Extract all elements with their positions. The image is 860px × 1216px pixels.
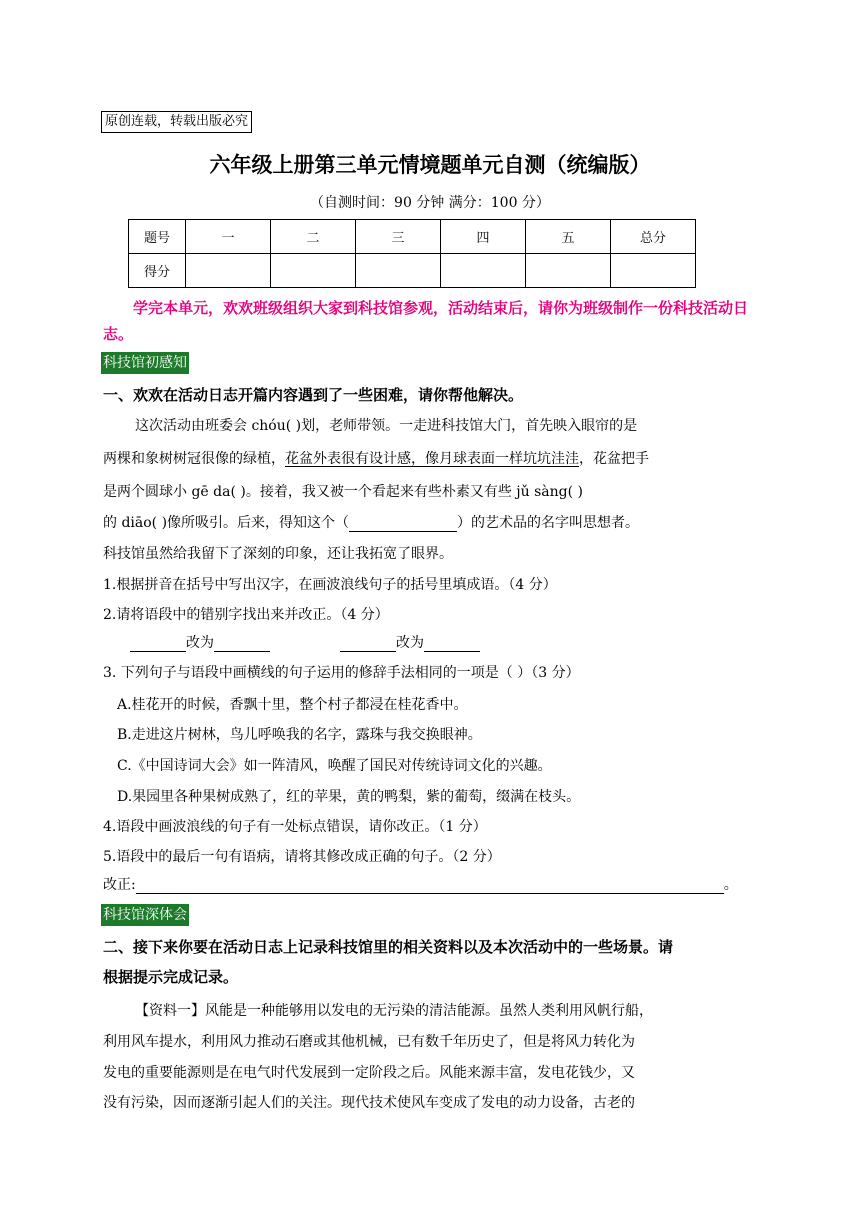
section-tag-1: 科技馆初感知: [101, 352, 189, 374]
material-line-2: 利用风车提水，利用风力推动石磨或其他机械，已有数千年历史了，但是将风力转化为: [103, 1034, 635, 1050]
passage-text: 两棵和象树树冠很像的绿植，: [103, 451, 285, 467]
material-line-1: 【资料一】风能是一种能够用以发电的无污染的清洁能源。虽然人类利用风帆行船，: [135, 1003, 653, 1019]
passage-line-1: 这次活动由班委会 chóu( )划，老师带领。一走进科技馆大门，首先映入眼帘的是: [135, 418, 638, 434]
header-cell: 四: [441, 220, 526, 254]
score-table-score-row: [129, 254, 696, 288]
wrong-char-blank[interactable]: [340, 635, 396, 652]
correct-char-blank[interactable]: [424, 635, 480, 652]
passage-text: 的 diāo( )像所吸引。后来，得知这个（: [103, 515, 350, 531]
score-cell[interactable]: [186, 254, 271, 288]
page-subtitle: （自测时间：90 分钟 满分：100 分）: [310, 195, 550, 211]
correct-char-blank[interactable]: [214, 635, 270, 652]
passage-text: ，花盆把手: [579, 451, 649, 467]
question-5: 5.语段中的最后一句有语病，请将其修改成正确的句子。（2 分）: [103, 849, 501, 865]
material-line-4: 没有污染，因而逐渐引起人们的关注。现代技术使风车变成了发电的动力设备，古老的: [103, 1095, 635, 1111]
idiom-blank[interactable]: [349, 515, 457, 532]
page-title: 六年级上册第三单元情境题单元自测（统编版）: [209, 152, 651, 177]
section-2-heading-line-1: 二、接下来你要在活动日志上记录科技馆里的相关资料以及本次活动中的一些场景。请: [103, 938, 674, 956]
passage-line-5: 科技馆虽然给我留下了深刻的印象，还让我拓宽了眼界。: [103, 546, 453, 562]
underlined-sentence: 花盆外表很有设计感，像月球表面一样坑坑洼洼: [285, 451, 579, 467]
wrong-char-blank[interactable]: [130, 635, 186, 652]
correction-row: [130, 632, 480, 652]
score-table-header-row: [129, 220, 696, 254]
section-1-heading: 一、欢欢在活动日志开篇内容遇到了一些困难，请你帮他解决。: [103, 386, 524, 404]
option-a: A.桂花开的时候，香飘十里，整个村子都浸在桂花香中。: [117, 697, 468, 713]
option-d: D.果园里各种果树成熟了，红的苹果，黄的鸭梨，紫的葡萄，缀满在枝头。: [117, 789, 581, 805]
question-1: 1.根据拼音在括号中写出汉字，在画波浪线句子的括号里填成语。（4 分）: [103, 577, 557, 593]
answer-label: 改正:: [103, 877, 136, 893]
passage-line-4: [103, 512, 639, 532]
score-cell[interactable]: [611, 254, 696, 288]
passage-text: ）的艺术品的名字叫思想者。: [457, 515, 640, 531]
answer-line[interactable]: [136, 877, 724, 894]
answer-end: 。: [723, 877, 738, 893]
material-line-3: 发电的重要能源则是在电气时代发展到一定阶段之后。风能来源丰富，发电花钱少，又: [103, 1065, 635, 1081]
copyright-stamp: 原创连载，转载出版必究: [101, 111, 252, 133]
score-cell[interactable]: [356, 254, 441, 288]
intro-scenario: 学完本单元，欢欢班级组织大家到科技馆参观，活动结束后，请你为班级制作一份科技活动日志。: [103, 299, 749, 343]
question-4: 4.语段中画波浪线的句子有一处标点错误，请你改正。（1 分）: [103, 819, 487, 835]
section-tag-2: 科技馆深体会: [101, 904, 189, 926]
option-c: C.《中国诗词大会》如一阵清风，唤醒了国民对传统诗词文化的兴趣。: [117, 758, 552, 774]
header-cell: 三: [356, 220, 441, 254]
header-cell: 一: [186, 220, 271, 254]
score-cell[interactable]: [526, 254, 611, 288]
score-cell[interactable]: [271, 254, 356, 288]
answer-row: [103, 874, 738, 894]
section-2-heading-line-2: 根据提示完成记录。: [103, 968, 239, 986]
header-cell: 总分: [611, 220, 696, 254]
score-cell[interactable]: [441, 254, 526, 288]
header-cell: 题号: [129, 220, 186, 254]
change-label: 改为: [396, 635, 424, 651]
question-2: 2.请将语段中的错别字找出来并改正。（4 分）: [103, 607, 389, 623]
score-table: [128, 219, 696, 288]
option-b: B.走进这片树林，鸟儿呼唤我的名字，露珠与我交换眼神。: [117, 727, 482, 743]
header-cell: 五: [526, 220, 611, 254]
passage-line-2: [103, 448, 649, 468]
change-label: 改为: [186, 635, 214, 651]
question-3: 3. 下列句子与语段中画横线的句子运用的修辞手法相同的一项是（ ）（3 分）: [103, 665, 580, 681]
header-cell: 二: [271, 220, 356, 254]
passage-line-3: 是两个圆球小 gē da( )。接着，我又被一个看起来有些朴素又有些 jǔ sàng( ): [103, 484, 583, 500]
row-label-cell: 得分: [129, 254, 186, 288]
